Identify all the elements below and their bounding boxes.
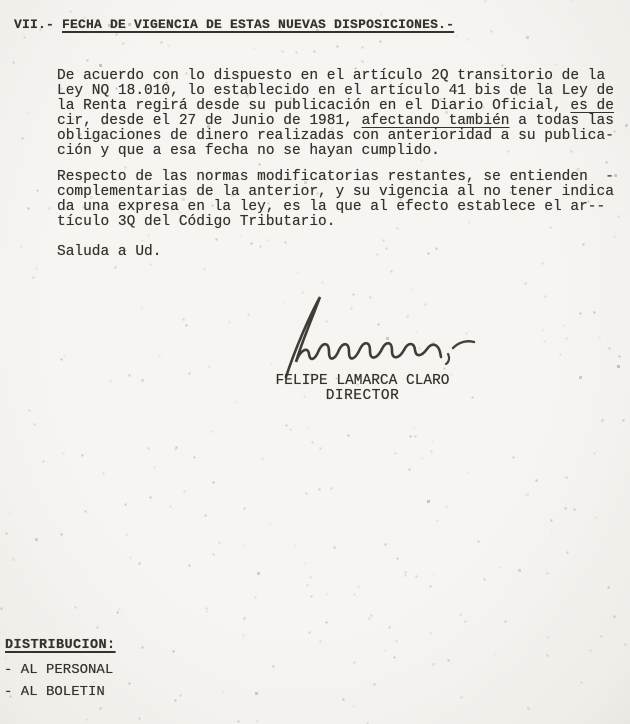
section-title: FECHA DE VIGENCIA DE ESTAS NUEVAS DISPOSICIONES.- xyxy=(62,17,455,32)
signature-block xyxy=(255,374,470,403)
paragraph-normas-restantes xyxy=(57,170,614,230)
text-line: cir, desde el 27 de Junio de 1981, afectando también a todas las xyxy=(57,113,614,129)
distribution-item-personal: - AL PERSONAL xyxy=(4,662,114,678)
text-line: da una expresa en la ley, es la que al efecto establece el ar-- xyxy=(57,199,606,215)
section-numeral: VII.- xyxy=(14,17,63,32)
distribution-label: DISTRIBUCION: xyxy=(5,638,116,653)
signer-title: DIRECTOR xyxy=(325,388,400,404)
distribution-item-boletin: - AL BOLETIN xyxy=(4,684,105,700)
text-line: la Renta regirá desde su publicación en el Diario Oficial, es de xyxy=(57,98,614,114)
signer-name: FELIPE LAMARCA CLARO xyxy=(275,373,450,389)
scan-noise xyxy=(0,0,1,1)
text-line: obligaciones de dinero realizadas con anterioridad a su publica- xyxy=(57,128,614,144)
closing-salutation: Saluda a Ud. xyxy=(57,244,162,260)
text-line: Ley NQ 18.010, lo establecido en el artículo 41 bis de la Ley de xyxy=(57,83,614,99)
text-line: De acuerdo con lo dispuesto en el artículo 2Q transitorio de la xyxy=(57,68,606,84)
text-line: tículo 3Q del Código Tributario. xyxy=(57,214,336,230)
section-heading xyxy=(14,17,454,32)
paragraph-fecha-vigencia xyxy=(57,69,614,159)
signature-handwriting xyxy=(248,291,488,383)
text-line: complementarias de la anterior, y su vigencia al no tener indica xyxy=(57,184,614,200)
text-line: ción y que a esa fecha no se hayan cumplido. xyxy=(57,143,440,159)
text-line: Respecto de las normas modificatorias restantes, se entienden - xyxy=(57,169,614,185)
